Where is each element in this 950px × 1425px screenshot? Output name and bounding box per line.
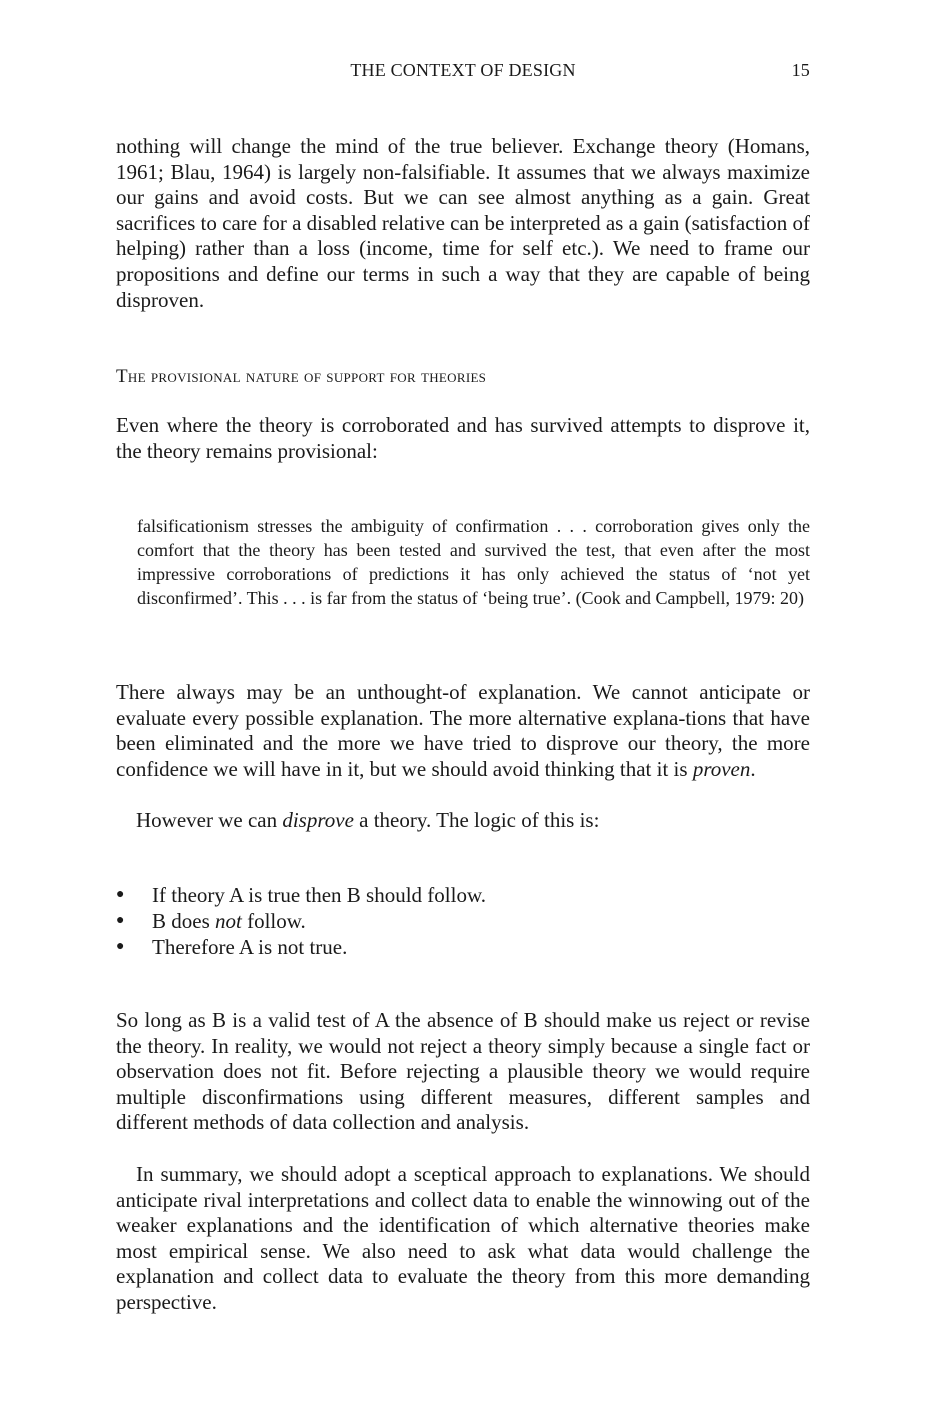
paragraph-text: There always may be an unthought-of explanation. We cannot anticipate or evaluate every possible explanation. The more alternative explana-tions that have been eliminated and the more we have tried to disprove our theory, the more confidence we will have in it, but we should avoid thinking that it is (116, 680, 810, 781)
list-item-text: If theory A is true then B should follow. (152, 883, 487, 907)
list-item-text: Therefore A is not true. (152, 935, 348, 959)
block-quote: falsificationism stresses the ambiguity of confirmation . . . corroboration gives only the comfort that the theory has been tested and survived the test, that even after the most impressive corroborations of predictions it has only achieved the status of ‘not yet disconfirmed’. This . . . is far from the status of ‘being true’. (Cook and Campbell, 1979: 20) (137, 516, 810, 608)
emphasis-disprove: disprove (282, 808, 354, 832)
paragraph-disprove (116, 808, 810, 834)
list-item (116, 908, 810, 934)
list-item-text: follow. (241, 909, 306, 933)
logic-list (116, 882, 810, 960)
list-item (116, 934, 810, 960)
paragraph-text: a theory. The logic of this is: (353, 808, 600, 832)
paragraph-text: However we can (136, 808, 283, 832)
paragraph-valid-test: So long as B is a valid test of A the absence of B should make us reject or revise the theory. In reality, we would not reject a theory simply because a single fact or observation does not fit. Before rejecting a plausible theory we would require multiple disconfirmations using different measures, different samples and different methods of data collection and analysis. (116, 1008, 810, 1135)
paragraph-exchange-theory: nothing will change the mind of the true believer. Exchange theory (Homans, 1961; Blau, 1964) is largely non-falsifiable. It assumes that we always maximize our gains and avoid costs. But we can see almost anything as a gain. Great sacrifices to care for a disabled relative can be interpreted as a gain (satisfaction of helping) rather than a loss (income, time for self etc.). We need to frame our propositions and define our terms in such a way that they are capable of being disproven. (116, 134, 810, 312)
list-item (116, 882, 810, 908)
section-heading: The provisional nature of support for theories (116, 366, 487, 387)
page-number: 15 (791, 60, 810, 80)
running-title: THE CONTEXT OF DESIGN (350, 60, 576, 80)
paragraph-summary: In summary, we should adopt a sceptical approach to explanations. We should anticipate rival interpretations and collect data to enable the winnowing out of the weaker explanations and the identification of which alternative theories make most empirical sense. We also need to ask what data would challenge the explanation and collect data to evaluate the theory from this more demanding perspective. (116, 1162, 810, 1314)
emphasis-not: not (215, 909, 242, 933)
paragraph-unthought-explanation (116, 680, 810, 782)
emphasis-proven: proven (692, 756, 751, 781)
paragraph-end: . (750, 756, 756, 781)
list-item-text: B does (152, 909, 215, 933)
running-header (116, 60, 810, 84)
paragraph-provisional: Even where the theory is corroborated and has survived attempts to disprove it, the theory remains provisional: (116, 413, 810, 463)
